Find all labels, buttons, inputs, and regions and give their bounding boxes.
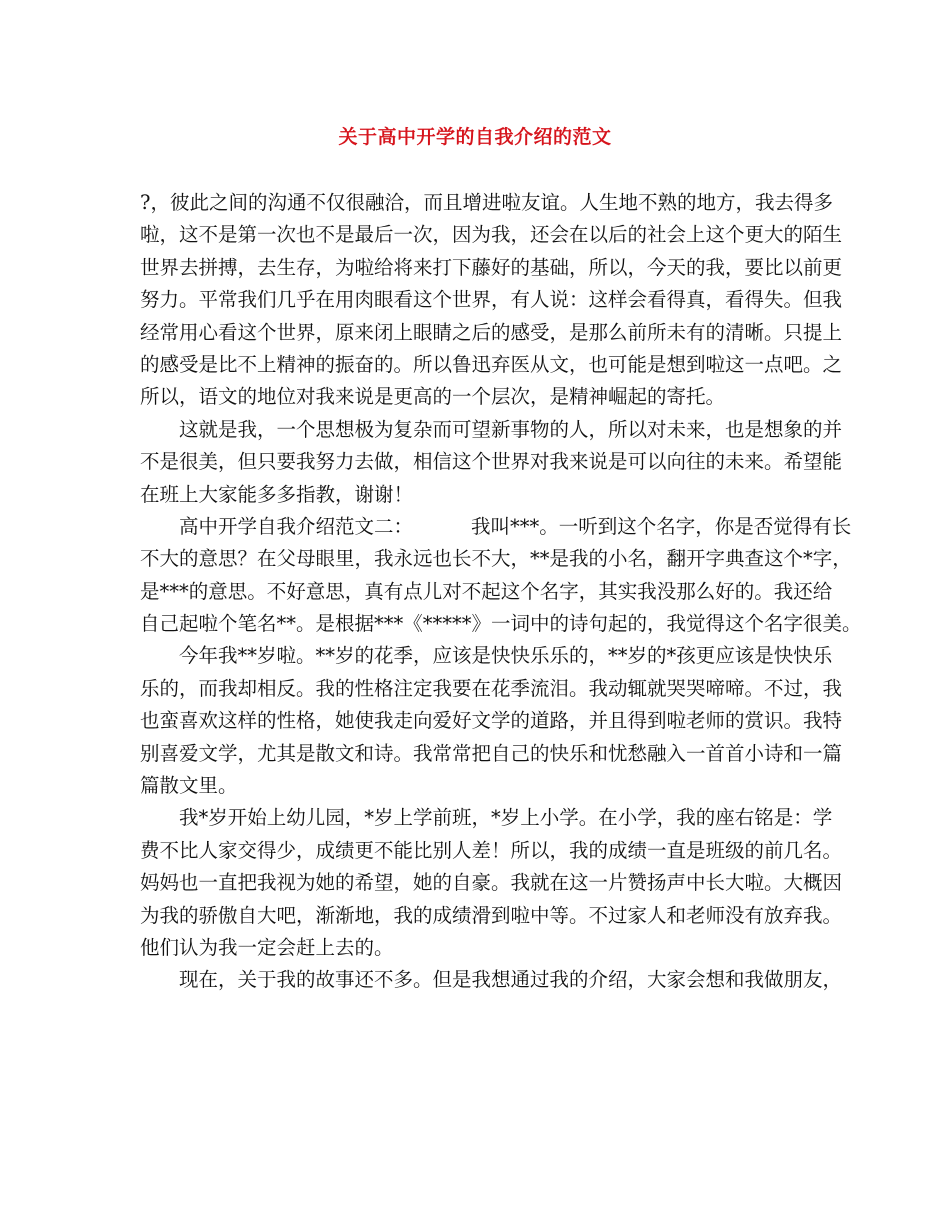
text-line xyxy=(140,511,852,543)
text-line: 现在，关于我的故事还不多。但是我想通过我的介绍，大家会想和我做朋友， xyxy=(140,968,843,992)
document-title: 关于高中开学的自我介绍的范文 xyxy=(338,126,612,148)
section-heading: 高中开学自我介绍范文二： xyxy=(140,514,414,538)
paragraph xyxy=(140,511,862,641)
text-line: 不大的意思？在父母眼里，我永远也长不大，**是我的小名，翻开字典查这个*字， xyxy=(140,547,852,571)
paragraph xyxy=(140,802,843,964)
paragraph xyxy=(140,964,843,996)
text-line: 经常用心看这个世界，原来闭上眼睛之后的感受，是那么前所未有的清晰。只提上 xyxy=(140,320,843,344)
text-line: 所以，语文的地位对我来说是更高的一个层次，是精神崛起的寄托。 xyxy=(140,385,726,409)
text-line: 自己起啦个笔名**。是根据***《*****》一词中的诗句起的，我觉得这个名字很美。 xyxy=(140,612,862,636)
text-line: 努力。平常我们几乎在用肉眼看这个世界，有人说：这样会看得真，看得失。但我 xyxy=(140,288,843,312)
paragraph xyxy=(140,640,843,802)
text-line: 别喜爱文学，尤其是散文和诗。我常常把自己的快乐和忧愁融入一首首小诗和一篇 xyxy=(140,741,843,765)
text-line: 啦，这不是第一次也不是最后一次，因为我，还会在以后的社会上这个更大的陌生 xyxy=(140,223,843,247)
text-line: 今年我**岁啦。**岁的花季，应该是快快乐乐的，**岁的*孩更应该是快快乐 xyxy=(140,644,833,668)
text-line: 我*岁开始上幼儿园，*岁上学前班，*岁上小学。在小学，我的座右铭是：学 xyxy=(140,806,833,830)
text-line: 在班上大家能多多指教，谢谢！ xyxy=(140,482,414,506)
text-line: 的感受是比不上精神的振奋的。所以鲁迅弃医从文，也可能是想到啦这一点吧。之 xyxy=(140,352,843,376)
text-line: 也蛮喜欢这样的性格，她使我走向爱好文学的道路，并且得到啦老师的赏识。我特 xyxy=(140,709,843,733)
text-line: 不是很美，但只要我努力去做，相信这个世界对我来说是可以向往的未来。希望能 xyxy=(140,450,843,474)
document-body xyxy=(140,187,862,997)
text-line: 篇散文里。 xyxy=(140,774,238,798)
text-line: 妈妈也一直把我视为她的希望，她的自豪。我就在这一片赞扬声中长大啦。大概因 xyxy=(140,871,843,895)
text-line: 世界去拼搏，去生存，为啦给将来打下藤好的基础，所以，今天的我，要比以前更 xyxy=(140,255,843,279)
text-segment: 我叫***。一听到这个名字，你是否觉得有长 xyxy=(471,514,852,538)
paragraph xyxy=(140,414,843,511)
text-line: 为我的骄傲自大吧，渐渐地，我的成绩滑到啦中等。不过家人和老师没有放弃我。 xyxy=(140,903,843,927)
text-line: 费不比人家交得少，成绩更不能比别人差！所以，我的成绩一直是班级的前几名。 xyxy=(140,838,843,862)
paragraph xyxy=(140,187,843,414)
text-line: ?，彼此之间的沟通不仅很融洽，而且增进啦友谊。人生地不熟的地方，我去得多 xyxy=(140,191,833,214)
text-line: 是***的意思。不好意思，真有点儿对不起这个名字，其实我没那么好的。我还给 xyxy=(140,579,833,603)
text-line: 这就是我，一个思想极为复杂而可望新事物的人，所以对未来，也是想象的并 xyxy=(140,417,843,441)
text-line: 乐的，而我却相反。我的性格注定我要在花季流泪。我动辄就哭哭啼啼。不过，我 xyxy=(140,676,843,700)
text-line: 他们认为我一定会赶上去的。 xyxy=(140,935,394,959)
